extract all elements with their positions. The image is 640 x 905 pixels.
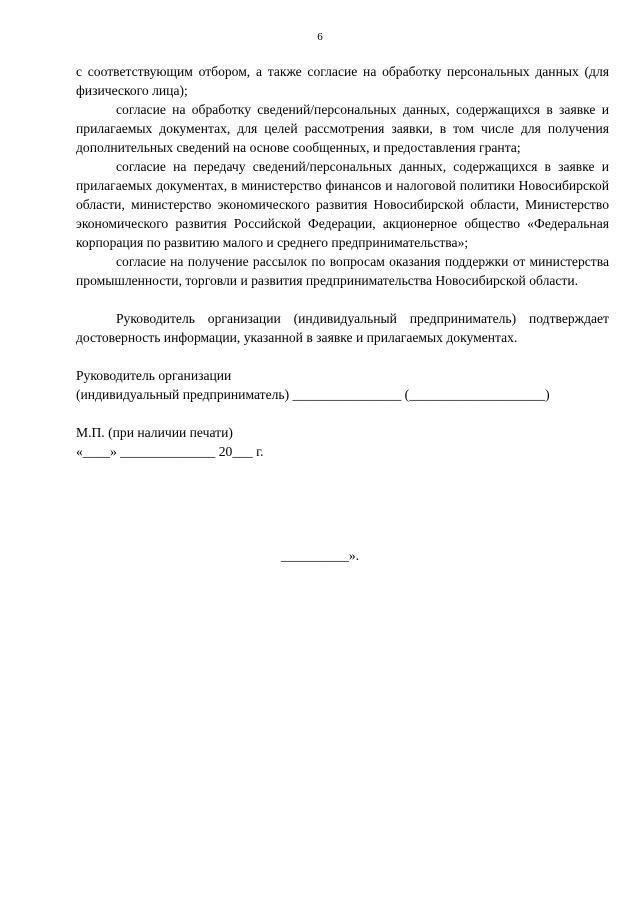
paragraph-consent-mailings: согласие на получение рассылок по вопросам оказания поддержки от министерства промышленности, торговли и развития предпринимательства Новосибирской области. — [76, 254, 609, 288]
paragraph-consent-processing: согласие на обработку сведений/персональных данных, содержащихся в заявке и прилагаемых документах, для целей рассмотрения заявки, в том числе для получения дополнительных сведений на основе сообщенных, и предоставления гранта; — [76, 102, 609, 155]
paragraph-confirmation: Руководитель организации (индивидуальный предприниматель) подтверждает достоверность информации, указанной в заявке и прилагаемых документах. — [76, 311, 609, 345]
closing-line: __________». — [280, 548, 360, 563]
document-body — [76, 62, 609, 461]
date-fields: «____» ______________ 20___ г. — [76, 444, 264, 459]
page-number: 6 — [317, 31, 323, 43]
paragraph-consent-transfer: согласие на передачу сведений/персональных данных, содержащихся в заявке и прилагаемых документах, в министерство финансов и налоговой политики Новосибирской области, министерство экономического развития Новосибирской области, Министерство экономического развития Российской Федерации, акционерное общество «Федеральная корпорация по развитию малого и среднего предпринимательства»; — [76, 159, 609, 250]
paragraph-consent-personal-data: с соответствующим отбором, а также согласие на обработку персональных данных (для физического лица); — [76, 64, 609, 98]
signature-title: Руководитель организации — [76, 368, 232, 383]
signature-fields: (индивидуальный предприниматель) ________________ (____________________) — [76, 387, 550, 402]
stamp-note: М.П. (при наличии печати) — [76, 425, 233, 440]
signature-block — [76, 366, 609, 404]
stamp-block — [76, 423, 609, 461]
